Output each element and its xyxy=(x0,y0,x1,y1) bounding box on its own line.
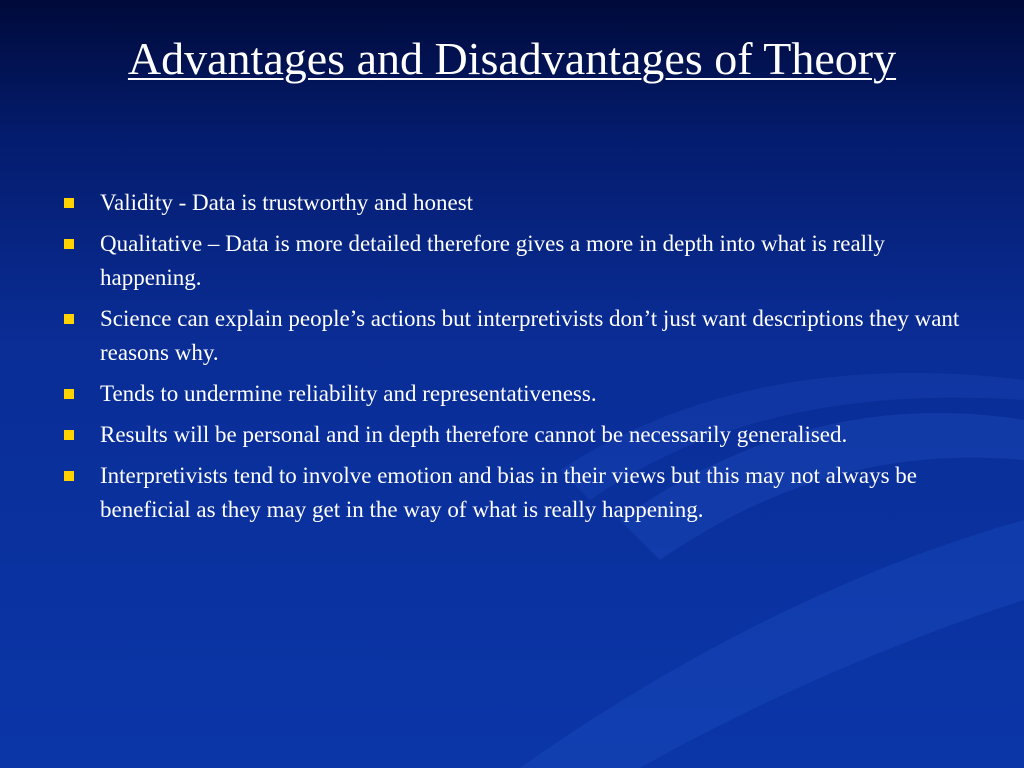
square-bullet-icon xyxy=(64,198,74,208)
list-item xyxy=(62,459,962,527)
bullet-text: Validity - Data is trustworthy and honest xyxy=(100,190,474,215)
square-bullet-icon xyxy=(64,239,74,249)
square-bullet-icon xyxy=(64,471,74,481)
bullet-text: Tends to undermine reliability and representativeness. xyxy=(100,381,597,406)
bullet-text: Qualitative – Data is more detailed therefore gives a more in depth into what is really happening. xyxy=(100,231,885,290)
square-bullet-icon xyxy=(64,389,74,399)
list-item xyxy=(62,418,962,452)
square-bullet-icon xyxy=(64,430,74,440)
list-item xyxy=(62,377,962,411)
slide-title: Advantages and Disadvantages of Theory xyxy=(127,33,897,84)
list-item xyxy=(62,186,962,220)
bullet-text: Results will be personal and in depth therefore cannot be necessarily generalised. xyxy=(100,422,848,447)
bullet-text: Science can explain people’s actions but interpretivists don’t just want descriptions they want reasons why. xyxy=(100,306,960,365)
list-item xyxy=(62,302,962,370)
square-bullet-icon xyxy=(64,314,74,324)
bullet-list xyxy=(62,186,962,534)
bullet-text: Interpretivists tend to involve emotion and bias in their views but this may not always be beneficial as they may get in the way of what is really happening. xyxy=(100,463,917,522)
list-item xyxy=(62,227,962,295)
